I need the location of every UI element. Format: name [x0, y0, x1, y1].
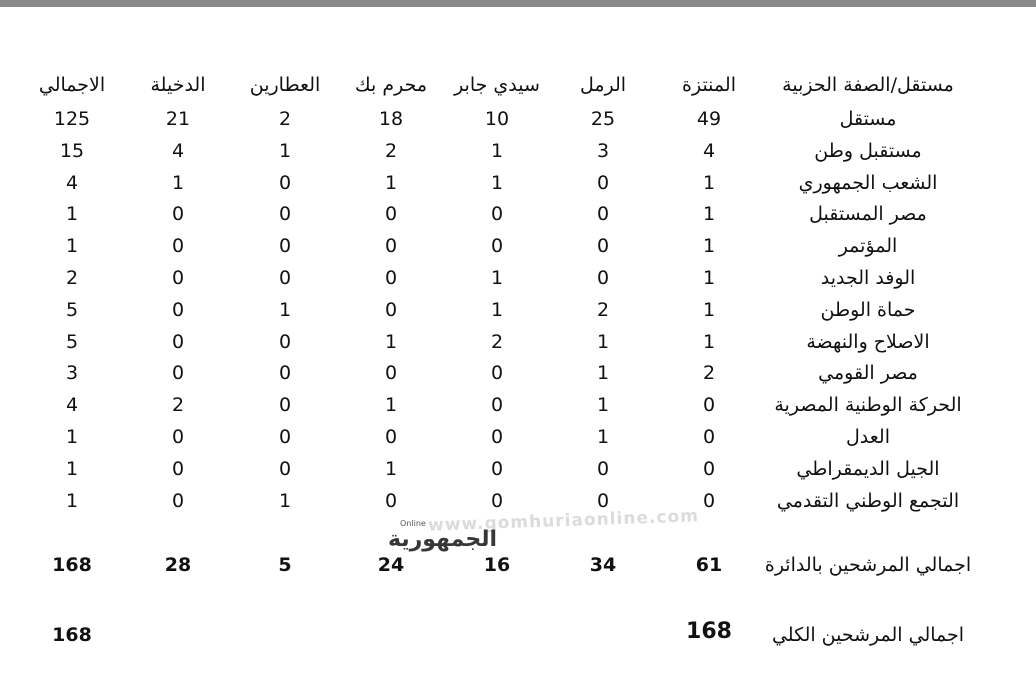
row-value: 1	[384, 394, 398, 417]
row-label: الحركة الوطنية المصرية	[774, 394, 962, 417]
row-label: مصر القومي	[818, 362, 918, 385]
top-border-bar	[0, 0, 1036, 7]
district-total-value: 168	[52, 554, 92, 576]
row-value: 1	[384, 171, 398, 194]
row-value: 2	[65, 267, 79, 289]
row-value: 1	[384, 330, 398, 353]
row-value: 1	[65, 235, 79, 258]
row-value: 0	[384, 489, 398, 512]
row-value: 2	[278, 108, 292, 130]
district-total-value: 16	[483, 554, 511, 576]
row-value: 0	[278, 203, 292, 226]
row-value: 0	[171, 330, 185, 353]
row-value: 0	[596, 457, 610, 480]
watermark-online: Online	[400, 519, 426, 528]
row-value: 10	[484, 108, 510, 130]
row-value: 2	[171, 394, 185, 417]
site-watermark	[388, 505, 700, 565]
row-value: 2	[702, 362, 716, 385]
row-value: 49	[696, 108, 722, 130]
row-value: 1	[278, 489, 292, 512]
row-value: 0	[171, 267, 185, 289]
district-total-label: اجمالي المرشحين بالدائرة	[764, 554, 972, 576]
row-value: 4	[65, 171, 79, 194]
row-value: 0	[596, 235, 610, 258]
header-col-7: الاجمالي	[38, 74, 106, 96]
row-value: 0	[490, 394, 504, 417]
row-label: مستقبل وطن	[814, 139, 922, 162]
row-value: 0	[490, 362, 504, 385]
row-value: 0	[596, 489, 610, 512]
row-value: 1	[171, 171, 185, 194]
row-value: 1	[596, 394, 610, 417]
row-value: 125	[53, 108, 91, 130]
row-value: 3	[596, 139, 610, 162]
district-total-value: 24	[377, 554, 405, 576]
row-value: 0	[596, 267, 610, 289]
row-label: الوفد الجديد	[820, 267, 916, 289]
row-value: 0	[278, 330, 292, 353]
row-value: 15	[59, 139, 85, 162]
row-value: 0	[490, 426, 504, 448]
row-value: 0	[702, 426, 716, 448]
row-value: 0	[171, 426, 185, 448]
row-value: 2	[384, 139, 398, 162]
row-value: 1	[65, 457, 79, 480]
row-value: 5	[65, 298, 79, 321]
row-value: 0	[278, 394, 292, 417]
grand-total-value: 168	[686, 619, 732, 644]
header-col-1: المنتزة	[682, 74, 736, 96]
district-total-value: 34	[589, 554, 617, 576]
row-value: 1	[490, 171, 504, 194]
row-value: 1	[596, 426, 610, 448]
header-col-6: الدخيلة	[150, 74, 206, 96]
header-col-4: محرم بك	[354, 74, 428, 96]
row-value: 0	[278, 171, 292, 194]
row-value: 0	[702, 457, 716, 480]
row-value: 25	[590, 108, 616, 130]
row-label: المؤتمر	[838, 235, 898, 258]
row-value: 0	[490, 235, 504, 258]
row-label: حماة الوطن	[820, 298, 916, 321]
row-value: 0	[384, 298, 398, 321]
grand-total-sum: 168	[52, 624, 92, 646]
district-total-value: 28	[164, 554, 192, 576]
row-value: 1	[490, 298, 504, 321]
header-col-2: الرمل	[579, 74, 627, 96]
row-value: 0	[702, 489, 716, 512]
row-value: 2	[490, 330, 504, 353]
row-value: 4	[702, 139, 716, 162]
district-total-value: 61	[695, 554, 723, 576]
row-value: 0	[490, 457, 504, 480]
row-value: 4	[65, 394, 79, 417]
row-value: 0	[702, 394, 716, 417]
row-value: 0	[171, 298, 185, 321]
row-label: التجمع الوطني التقدمي	[776, 489, 960, 512]
row-value: 0	[384, 426, 398, 448]
row-value: 0	[278, 235, 292, 258]
row-value: 1	[596, 362, 610, 385]
row-value: 0	[171, 203, 185, 226]
row-value: 1	[702, 330, 716, 353]
row-value: 0	[384, 235, 398, 258]
watermark-url: www.gomhuriaonline.com	[427, 506, 700, 536]
row-value: 0	[384, 362, 398, 385]
row-value: 2	[596, 298, 610, 321]
row-value: 0	[171, 457, 185, 480]
row-value: 1	[278, 139, 292, 162]
row-label: مستقل	[839, 108, 897, 130]
row-value: 0	[278, 457, 292, 480]
row-value: 1	[384, 457, 398, 480]
header-col-5: العطارين	[249, 74, 321, 96]
row-value: 1	[65, 489, 79, 512]
row-value: 3	[65, 362, 79, 385]
header-party: مستقل/الصفة الحزبية	[782, 74, 954, 96]
district-total-value: 5	[278, 554, 292, 576]
row-value: 5	[65, 330, 79, 353]
row-value: 0	[384, 203, 398, 226]
row-value: 21	[165, 108, 191, 130]
row-value: 0	[171, 362, 185, 385]
row-value: 0	[490, 489, 504, 512]
row-value: 0	[596, 203, 610, 226]
row-value: 1	[702, 203, 716, 226]
row-value: 0	[384, 267, 398, 289]
row-value: 0	[490, 203, 504, 226]
watermark-logo: الجمهورية	[388, 527, 497, 552]
row-value: 1	[596, 330, 610, 353]
row-value: 1	[702, 171, 716, 194]
row-value: 0	[171, 489, 185, 512]
row-value: 1	[702, 298, 716, 321]
row-value: 18	[378, 108, 404, 130]
row-value: 0	[278, 362, 292, 385]
row-label: الشعب الجمهوري	[798, 171, 938, 194]
row-value: 1	[490, 139, 504, 162]
row-value: 1	[65, 203, 79, 226]
row-value: 0	[596, 171, 610, 194]
row-value: 0	[171, 235, 185, 258]
row-label: الجيل الديمقراطي	[796, 457, 940, 480]
row-value: 0	[278, 267, 292, 289]
row-label: مصر المستقبل	[809, 203, 927, 226]
row-label: العدل	[845, 426, 891, 448]
grand-total-label: اجمالي المرشحين الكلي	[771, 624, 965, 646]
row-label: الاصلاح والنهضة	[806, 330, 930, 353]
row-value: 1	[702, 267, 716, 289]
row-value: 1	[702, 235, 716, 258]
row-value: 0	[278, 426, 292, 448]
row-value: 4	[171, 139, 185, 162]
row-value: 1	[65, 426, 79, 448]
row-value: 1	[490, 267, 504, 289]
row-value: 1	[278, 298, 292, 321]
header-col-3: سيدي جابر	[454, 74, 540, 96]
